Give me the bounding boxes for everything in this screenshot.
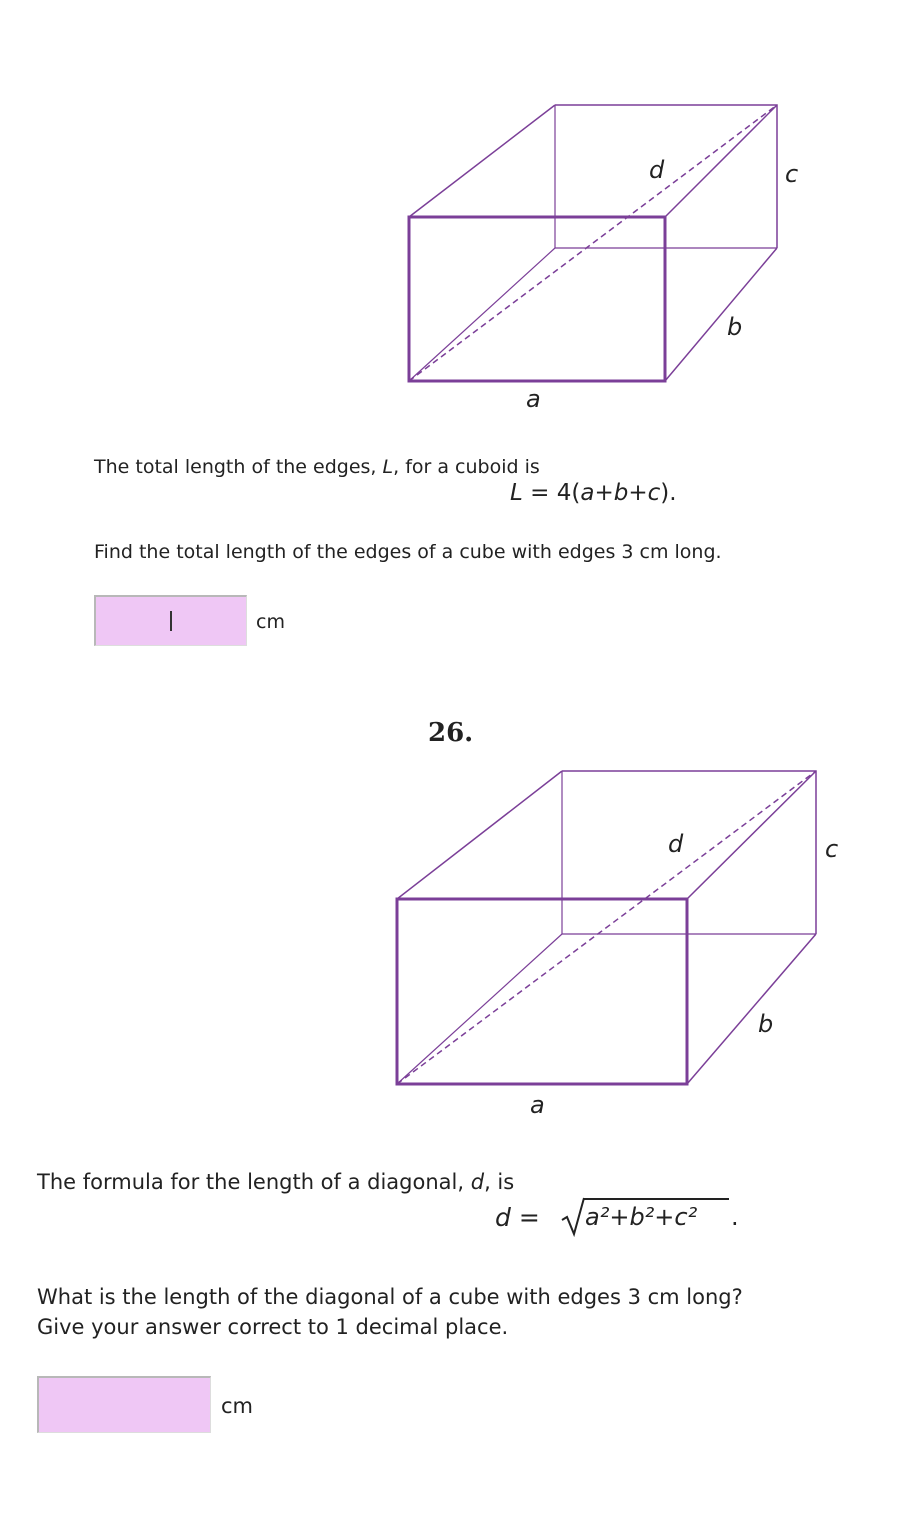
q25-intro-text-end: , for a cuboid is — [393, 456, 540, 478]
space-diagonal — [397, 771, 816, 1084]
connector-bottom-right — [665, 248, 777, 381]
q25-answer-input[interactable] — [94, 595, 247, 646]
q26-intro — [37, 1167, 514, 1197]
q25-intro — [94, 455, 540, 479]
sqrt-sign-icon — [560, 1196, 586, 1238]
connector-bottom-right — [687, 934, 816, 1084]
q26-intro-text-end: , is — [484, 1170, 515, 1194]
q26-unit: cm — [221, 1394, 254, 1418]
label-c: c — [785, 160, 799, 188]
formula-end: ). — [660, 480, 677, 506]
q25-formula — [510, 480, 677, 506]
connector-top-right — [665, 105, 777, 217]
connector-top-right — [687, 771, 816, 899]
question-number: 26. — [428, 718, 474, 748]
label-c: c — [825, 835, 839, 863]
q26-question-line1: What is the length of the diagonal of a cube with edges 3 cm long? — [37, 1285, 743, 1309]
cuboid-diagram-25 — [0, 0, 908, 440]
label-b: b — [758, 1010, 774, 1038]
q25-question: Find the total length of the edges of a cube with edges 3 cm long. — [94, 541, 722, 563]
hidden-connector-bottom-left — [409, 248, 555, 381]
label-d: d — [668, 830, 684, 858]
label-b: b — [727, 313, 743, 341]
label-d: d — [649, 156, 665, 184]
q26-intro-text: The formula for the length of a diagonal, — [37, 1170, 471, 1194]
sqrt-vinculum — [583, 1198, 729, 1200]
formula-lhs: d — [495, 1203, 511, 1232]
formula-lhs: L — [510, 480, 523, 506]
formula-eq: = — [510, 1203, 540, 1232]
label-a: a — [526, 385, 541, 413]
formula-plus: + — [628, 480, 648, 506]
connector-top-left — [409, 105, 555, 217]
q25-unit: cm — [256, 611, 285, 633]
front-face — [409, 217, 665, 381]
connector-top-left — [397, 771, 562, 899]
q26-formula — [495, 1203, 540, 1237]
q26-intro-var: d — [470, 1170, 485, 1194]
front-face — [397, 899, 687, 1084]
formula-end: . — [731, 1203, 739, 1231]
hidden-connector-bottom-left — [397, 934, 562, 1084]
formula-b: b — [613, 480, 629, 506]
space-diagonal — [409, 105, 777, 381]
label-a: a — [530, 1091, 545, 1119]
formula-eq: = 4( — [522, 480, 581, 506]
q25-intro-text: The total length of the edges, — [94, 456, 383, 478]
q26-answer-input[interactable] — [37, 1376, 211, 1433]
q26-question-line2: Give your answer correct to 1 decimal place. — [37, 1315, 509, 1339]
formula-a: a — [580, 480, 595, 506]
text-caret — [170, 611, 172, 631]
formula-c: c — [647, 480, 661, 506]
q25-intro-var: L — [382, 456, 394, 478]
back-face-edges — [562, 771, 816, 934]
formula-radicand: a²+b²+c² — [585, 1203, 698, 1231]
formula-plus: + — [594, 480, 614, 506]
cuboid-diagram-26 — [0, 750, 908, 1140]
